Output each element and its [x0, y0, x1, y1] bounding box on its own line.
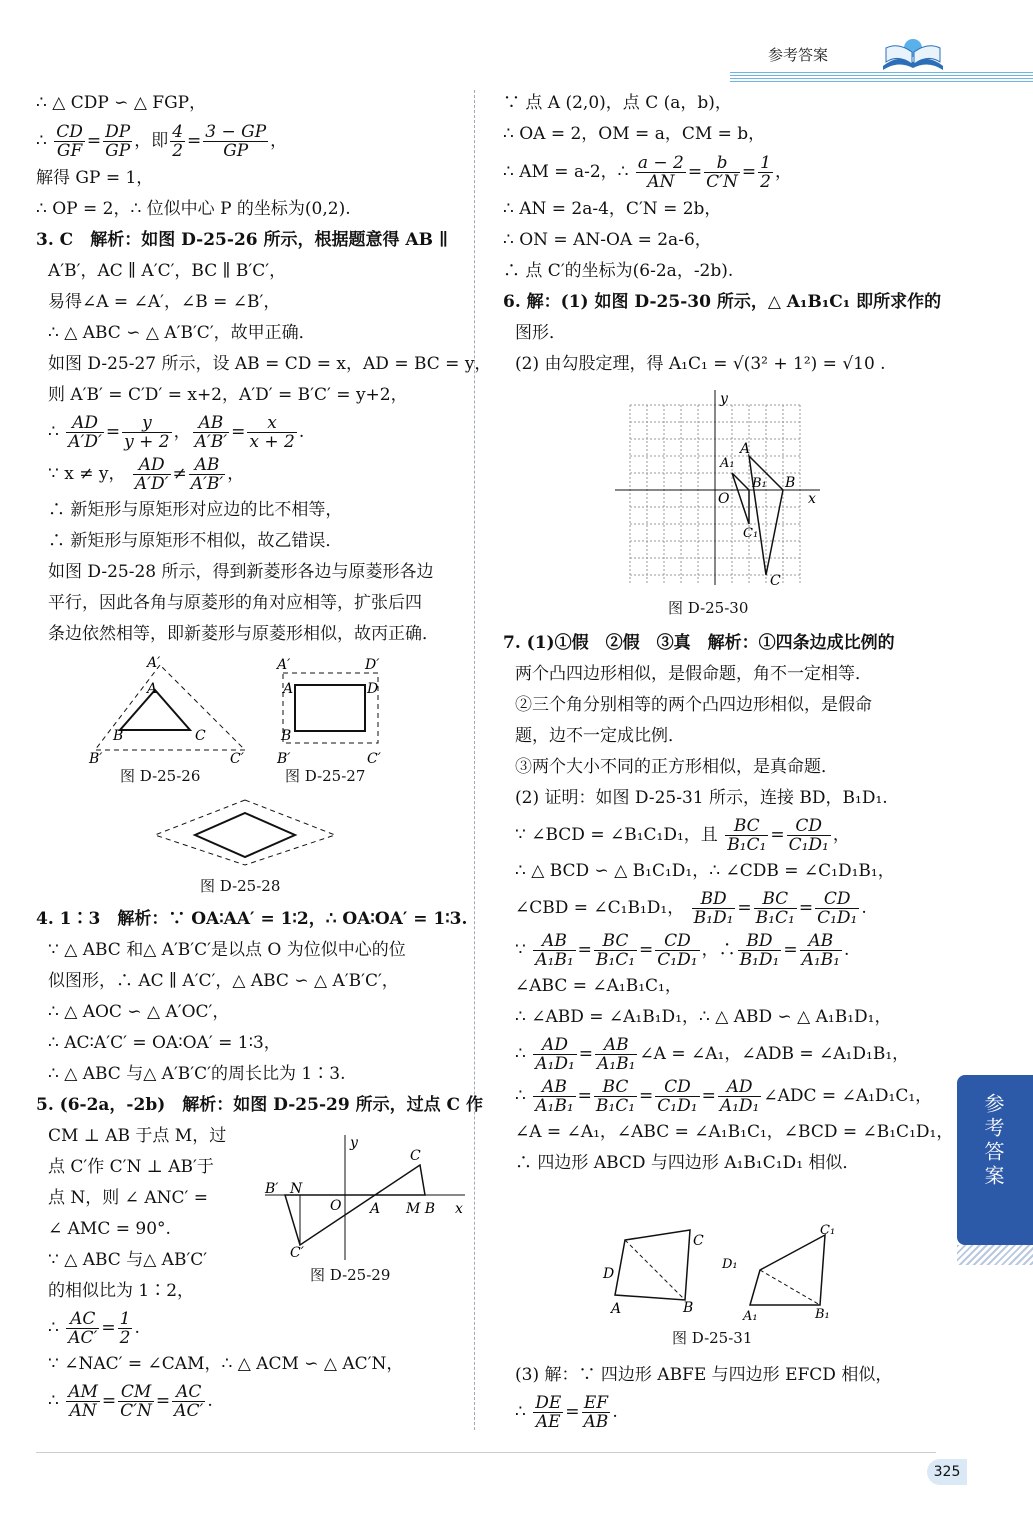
comma: ， [173, 422, 191, 442]
denominator: 2 [119, 1328, 131, 1348]
denominator: A′D′ [134, 474, 169, 494]
text-line: (3) 解：∵ 四边形 ABFE 与四边形 EFCD 相似， [515, 1365, 893, 1385]
text: ∠ADC = ∠A₁D₁C₁， [763, 1086, 933, 1106]
denominator: B₁D₁ [693, 908, 734, 928]
svg-text:B′: B′ [277, 751, 291, 765]
text-line: 如图 D-25-27 所示，设 AB = CD = x，AD = BC = y， [48, 354, 492, 374]
fraction [533, 1394, 563, 1431]
denominator: C₁D₁ [817, 908, 858, 928]
caption: 图 D-25-30 [668, 599, 749, 617]
denominator: A₁D₁ [719, 1096, 760, 1116]
text-line: 如图 D-25-28 所示，得到新菱形各边与原菱形各边 [48, 562, 434, 582]
text-line: ∴ 新矩形与原矩形不相似，故乙错误． [48, 531, 343, 551]
numerator: 1 [119, 1309, 131, 1329]
fraction [787, 817, 831, 854]
therefore-sign: ∴ [515, 1402, 526, 1422]
figure-d-25-27 [275, 655, 390, 765]
numerator: CD [655, 932, 699, 951]
therefore-sign: ∴ [515, 1086, 526, 1106]
comma: ， [270, 131, 288, 151]
page-header [730, 30, 1033, 85]
comma: ， [774, 162, 792, 182]
denominator: AE [535, 1412, 561, 1432]
equals: = [577, 1086, 592, 1106]
equals: = [639, 1086, 654, 1106]
text-line: 平行，因此各角与原菱形的角对应相等，扩张后四 [48, 593, 422, 613]
period: . [207, 1391, 213, 1411]
text-line: ∴ △ CDP ∽ △ FGP， [36, 93, 207, 113]
fraction [754, 890, 797, 927]
left-column [36, 88, 492, 650]
numerator: AB [800, 932, 842, 951]
numerator: AM [68, 1382, 98, 1402]
equals: = [687, 162, 703, 182]
text-line: ∴ 点 C′的坐标为(6-2a，-2b). [503, 261, 734, 281]
fraction [189, 456, 226, 493]
header-stripes [730, 72, 1033, 82]
fraction [815, 890, 859, 927]
numerator: AD [718, 1078, 762, 1097]
svg-text:D: D [367, 681, 379, 697]
svg-text:D₁: D₁ [722, 1257, 738, 1272]
question-6: 6. 解：(1) 如图 D-25-30 所示，△ A₁B₁C₁ 即所求作的 [503, 292, 942, 312]
comma: ， [832, 825, 850, 845]
numerator: DP [105, 122, 131, 142]
denominator: C₁D₁ [657, 1096, 698, 1116]
fraction [758, 154, 773, 191]
denominator: C′N [706, 172, 738, 192]
connector: ，即 [134, 131, 169, 151]
svg-text:C: C [770, 573, 781, 589]
equals: = [86, 131, 102, 151]
svg-text:A′: A′ [147, 655, 161, 671]
equals: = [577, 940, 592, 960]
fraction [203, 123, 268, 160]
svg-text:C′: C′ [367, 751, 381, 765]
fraction [533, 1078, 575, 1115]
numerator: AB [533, 932, 575, 951]
text-line: ∴ △ BCD ∽ △ B₁C₁D₁，∴ ∠CDB = ∠C₁D₁B₁， [515, 861, 895, 881]
fraction-line [503, 1033, 943, 1075]
svg-text:B′: B′ [89, 751, 103, 765]
numerator: CM [118, 1383, 154, 1402]
svg-text:y: y [720, 391, 728, 407]
text: ∴ AM = a-2，∴ [503, 162, 629, 182]
question-4: 4. 1∶3 解析：∵ OA∶AA′ = 1∶2，∴ OA∶OA′ = 1∶3. [36, 909, 468, 929]
text-line: A′B′，AC ∥ A′C′，BC ∥ B′C′， [48, 261, 287, 281]
svg-text:A: A [283, 681, 294, 697]
question-3: 3. C 解析：如图 D-25-26 所示，根据题意得 AB ∥ [36, 230, 448, 250]
fraction [533, 932, 575, 969]
numerator: AC [172, 1383, 205, 1402]
text-line: CM ⊥ AB 于点 M，过 [48, 1126, 227, 1146]
text-line: ∴ 四边形 ABCD 与四边形 A₁B₁C₁D₁ 相似． [515, 1153, 860, 1173]
therefore-sign: ∴ [718, 940, 736, 960]
denominator: A′B′ [190, 474, 224, 494]
side-tab [957, 1075, 1033, 1245]
svg-text:C: C [410, 1148, 421, 1164]
text-line: ∠A = ∠A₁，∠ABC = ∠A₁B₁C₁，∠BCD = ∠B₁C₁D₁， [515, 1122, 954, 1142]
equals: = [155, 1391, 171, 1411]
side-tab-label: 参考答案 [981, 1093, 1005, 1189]
footer-rule [36, 1452, 936, 1453]
svg-text:B₁: B₁ [752, 476, 767, 491]
fraction [800, 932, 842, 969]
numerator: AD [533, 1036, 577, 1055]
numerator: EF [582, 1394, 611, 1413]
fraction [172, 1383, 205, 1420]
text-line: 的相似比为 1∶2， [48, 1281, 195, 1301]
denominator: A₁B₁ [535, 950, 574, 970]
numerator: DE [535, 1393, 562, 1413]
numerator: 4 [172, 122, 184, 142]
fraction-line [36, 1380, 486, 1422]
fraction [133, 456, 171, 493]
denominator: A₁B₁ [597, 1054, 636, 1074]
denominator: AN [69, 1401, 97, 1421]
text-line: ∴ ∠ABD = ∠A₁B₁D₁，∴ △ ABD ∽ △ A₁B₁D₁， [515, 1007, 892, 1027]
numerator: CD [815, 890, 859, 909]
text-line: 似图形，∴ AC ∥ A′C′，△ ABC ∽ △ A′B′C′， [48, 971, 399, 991]
numerator: AC [66, 1310, 99, 1329]
right-column-lower [503, 628, 954, 1179]
text-line: ∴ △ AOC ∽ △ A′OC′， [48, 1002, 230, 1022]
svg-text:C₁: C₁ [743, 526, 759, 541]
text-line: ∴ △ ABC ∽ △ A′B′C′，故甲正确． [48, 323, 316, 343]
text-line: ∴ △ ABC 与△ A′B′C′的周长比为 1∶3. [48, 1064, 346, 1084]
text-line: ②三个角分别相等的两个凸四边形相似，是假命 [515, 695, 872, 715]
fraction [103, 123, 132, 160]
text-line: ∠ABC = ∠A₁B₁C₁， [515, 976, 682, 996]
numerator: CD [787, 817, 831, 836]
fraction [692, 890, 736, 927]
fraction [247, 414, 296, 451]
denominator: 2 [172, 141, 184, 161]
equals: = [783, 940, 798, 960]
svg-text:O: O [330, 1198, 342, 1214]
caption: 图 D-25-29 [310, 1266, 391, 1284]
fraction [655, 932, 699, 969]
book-icon [878, 34, 948, 74]
text-line: 点 C′作 C′N ⊥ AB′于 [48, 1157, 214, 1177]
equals: = [101, 1318, 116, 1338]
equals: = [105, 422, 121, 442]
svg-text:B: B [785, 475, 796, 491]
numerator: a − 2 [637, 153, 684, 173]
text: ∵ ∠BCD = ∠B₁C₁D₁，且 [515, 825, 718, 845]
denominator: C₁D₁ [788, 835, 829, 855]
text: ∠A = ∠A₁，∠ADB = ∠A₁D₁B₁， [639, 1044, 910, 1064]
therefore-sign: ∴ [48, 422, 59, 442]
svg-text:D′: D′ [365, 657, 380, 673]
denominator: AB [583, 1412, 609, 1432]
svg-text:C: C [195, 728, 206, 744]
fraction-line [36, 1307, 486, 1349]
equals: = [639, 940, 654, 960]
text-line: ③两个大小不同的正方形相似，是真命题． [515, 757, 838, 777]
svg-text:O: O [718, 491, 730, 507]
svg-text:A: A [370, 1201, 381, 1217]
caption: 图 D-25-28 [200, 877, 281, 895]
equals: = [231, 422, 246, 442]
caption: 图 D-25-26 [120, 767, 201, 785]
question-7: 7. (1)①假 ②假 ③真 解析：①四条边成比例的 [503, 633, 895, 653]
period: . [612, 1402, 618, 1422]
text-line: ∵ △ ABC 和△ A′B′C′是以点 O 为位似中心的位 [48, 940, 406, 960]
period: . [134, 1318, 140, 1338]
denominator: A′D′ [68, 432, 102, 452]
fraction [704, 154, 740, 191]
text-line: ∴ OP = 2，∴ 位似中心 P 的坐标为(0,2). [36, 199, 351, 219]
because-sign: ∵ [515, 940, 526, 960]
text-line: 图形． [515, 323, 566, 343]
denominator: A₁D₁ [535, 1054, 575, 1074]
numerator: BD [738, 932, 782, 951]
text-line: ∴ ON = AN-OA = 2a-6， [503, 230, 712, 250]
equals: = [101, 1391, 117, 1411]
figure-d-25-29 [260, 1135, 470, 1260]
svg-text:C′: C′ [230, 751, 244, 765]
svg-text:N: N [290, 1181, 303, 1197]
text-line: ∵ 点 A (2,0)，点 C (a，b)， [503, 93, 732, 113]
right-column-end [503, 1360, 943, 1433]
fraction [582, 1394, 611, 1431]
text-line: 点 N，则 ∠ ANC′ = [48, 1188, 208, 1208]
fraction [170, 123, 185, 160]
therefore-sign: ∴ [515, 1044, 526, 1064]
svg-text:A: A [147, 681, 158, 697]
denominator: A₁B₁ [801, 950, 840, 970]
text-line: 题，边不一定成比例． [515, 726, 685, 746]
fraction-line [503, 929, 943, 971]
period: . [861, 898, 867, 918]
denominator: AC′ [68, 1328, 98, 1348]
fraction-line [503, 887, 943, 929]
svg-text:A′: A′ [277, 657, 291, 673]
figure-d-25-26 [85, 655, 255, 765]
denominator: C₁D₁ [657, 950, 698, 970]
fraction [594, 932, 637, 969]
denominator: y + 2 [124, 432, 170, 452]
text-line: (2) 由勾股定理，得 A₁C₁ = √(3² + 1²) = √10 . [515, 354, 886, 374]
fraction [636, 154, 686, 191]
numerator: y [122, 414, 171, 433]
denominator: A₁B₁ [535, 1096, 574, 1116]
equals: = [737, 898, 752, 918]
svg-text:C: C [693, 1233, 704, 1249]
text-line: ∵ △ ABC 与△ AB′C′ [48, 1250, 208, 1270]
denominator: GF [56, 141, 83, 161]
numerator: 3 − GP [205, 122, 267, 142]
numerator: BC [594, 1078, 637, 1097]
denominator: AC′ [174, 1401, 204, 1421]
numerator: AB [193, 414, 230, 433]
therefore-sign: ∴ [36, 131, 47, 151]
text-line: (2) 证明：如图 D-25-31 所示，连接 BD，B₁D₁. [515, 788, 888, 808]
fraction [118, 1383, 154, 1420]
fraction [738, 932, 782, 969]
svg-text:A: A [740, 441, 751, 457]
fraction-line [503, 150, 943, 194]
equals: = [798, 898, 814, 918]
fraction [66, 1383, 100, 1420]
equals: = [741, 162, 757, 182]
text-line: ∴ AN = 2a-4，C′N = 2b， [503, 199, 722, 219]
fraction [655, 1078, 699, 1115]
denominator: C′N [120, 1401, 152, 1421]
denominator: B₁C₁ [595, 950, 636, 970]
svg-text:B′: B′ [265, 1181, 279, 1197]
svg-text:y: y [350, 1135, 358, 1151]
text: ∵ x ≠ y， [48, 464, 126, 484]
fraction [594, 1078, 637, 1115]
svg-text:M B: M B [406, 1201, 436, 1217]
text-line: 两个凸四边形相似，是假命题，角不一定相等． [515, 664, 872, 684]
therefore-sign: ∴ [48, 1318, 59, 1338]
fraction-line [36, 453, 486, 495]
text-line: ∵ ∠NAC′ = ∠CAM，∴ △ ACM ∽ △ AC′N， [48, 1354, 404, 1374]
fraction [595, 1036, 637, 1073]
text: ∠CBD = ∠C₁B₁D₁， [515, 898, 685, 918]
denominator: B₁C₁ [727, 835, 767, 855]
period: . [843, 940, 850, 960]
header-label: 参考答案 [768, 46, 829, 64]
svg-text:C₁: C₁ [820, 1223, 836, 1238]
numerator: 1 [760, 153, 771, 173]
svg-text:C′: C′ [290, 1245, 304, 1260]
not-equal: ≠ [172, 464, 187, 484]
fraction-line [36, 119, 486, 163]
numerator: BC [725, 817, 768, 836]
text-line: ∴ AC∶A′C′ = OA∶OA′ = 1∶3， [48, 1033, 281, 1053]
fraction-line [503, 1075, 943, 1117]
denominator: 2 [760, 172, 771, 192]
denominator: B₁C₁ [755, 908, 795, 928]
comma: ， [701, 940, 719, 960]
equals: = [578, 1044, 594, 1064]
caption: 图 D-25-27 [285, 767, 366, 785]
side-hatch [957, 1245, 1033, 1265]
numerator: x [247, 414, 296, 433]
numerator: CD [56, 122, 83, 142]
period: . [298, 422, 305, 442]
svg-text:A₁: A₁ [720, 456, 735, 471]
fraction [66, 414, 104, 451]
text-line: ∠ AMC = 90°. [48, 1219, 171, 1239]
svg-text:B: B [683, 1300, 694, 1316]
text-line: ∴ 新矩形与原矩形对应边的比不相等， [48, 500, 343, 520]
numerator: BD [692, 890, 736, 909]
equals: = [701, 1086, 716, 1106]
numerator: AD [133, 456, 171, 475]
svg-text:x: x [808, 491, 816, 507]
fraction [118, 1310, 133, 1347]
svg-text:B: B [281, 728, 292, 744]
text-line: 条边依然相等，即新菱形与原菱形相似，故丙正确． [48, 624, 439, 644]
svg-text:A: A [611, 1301, 622, 1317]
fraction [66, 1310, 99, 1347]
numerator: AD [66, 414, 104, 433]
numerator: CD [655, 1078, 699, 1097]
equals: = [187, 131, 202, 151]
text-line: 解得 GP = 1， [36, 168, 154, 188]
question-5: 5. (6-2a，-2b) 解析：如图 D-25-29 所示，过点 C 作 [36, 1095, 483, 1115]
fraction-line [503, 1391, 943, 1433]
page-number: 325 [927, 1459, 967, 1485]
denominator: x + 2 [249, 432, 295, 452]
numerator: BC [594, 932, 637, 951]
fraction [54, 123, 85, 160]
fraction [122, 414, 171, 451]
denominator: GP [223, 141, 249, 161]
fraction-line [503, 814, 943, 856]
fraction [725, 817, 768, 854]
text-line: ∴ OA = 2，OM = a，CM = b， [503, 124, 766, 144]
therefore-sign: ∴ [48, 1391, 59, 1411]
svg-text:B₁: B₁ [815, 1307, 830, 1320]
fraction-line [36, 411, 486, 453]
equals: = [565, 1402, 580, 1422]
text-line: 易得∠A = ∠A′，∠B = ∠B′， [48, 292, 281, 312]
denominator: B₁C₁ [595, 1096, 636, 1116]
numerator: BC [754, 890, 797, 909]
denominator: B₁D₁ [739, 950, 780, 970]
caption: 图 D-25-31 [672, 1329, 753, 1347]
svg-text:B: B [113, 728, 124, 744]
numerator: b [704, 154, 740, 173]
fraction [193, 414, 230, 451]
svg-text:D: D [603, 1266, 615, 1282]
figure-d-25-28 [150, 795, 340, 870]
equals: = [770, 825, 785, 845]
denominator: AN [647, 172, 675, 192]
svg-text:A₁: A₁ [743, 1309, 758, 1320]
comma: ， [227, 464, 245, 484]
numerator: AB [189, 456, 226, 475]
numerator: AB [533, 1078, 575, 1097]
right-column [503, 88, 943, 380]
figure-d-25-31 [595, 1220, 855, 1320]
figure-d-25-30 [610, 385, 825, 590]
fraction [533, 1036, 577, 1073]
denominator: A′B′ [194, 432, 228, 452]
fraction [718, 1078, 762, 1115]
text-line: 则 A′B′ = C′D′ = x+2，A′D′ = B′C′ = y+2， [48, 385, 408, 405]
svg-text:x: x [455, 1201, 463, 1217]
denominator: GP [105, 141, 131, 161]
numerator: AB [595, 1036, 637, 1055]
